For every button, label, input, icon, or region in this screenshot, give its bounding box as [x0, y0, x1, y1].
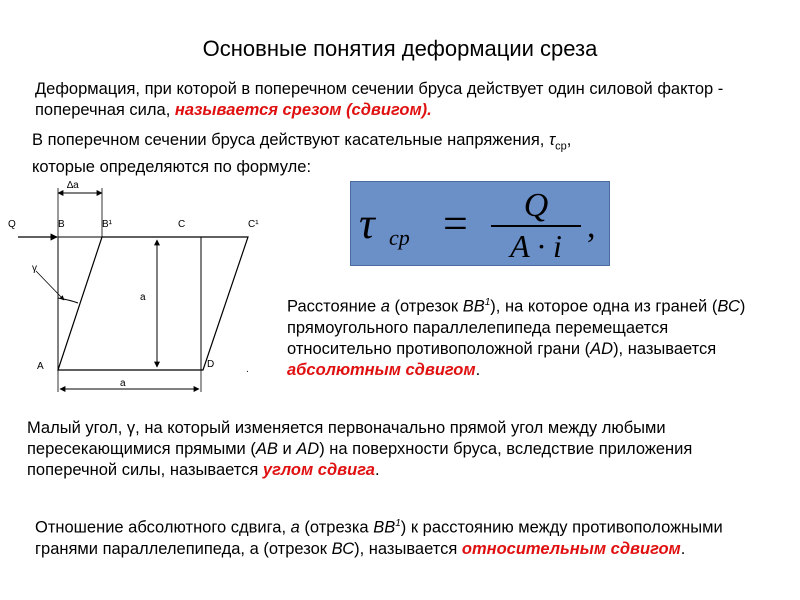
p4-end: .: [374, 461, 380, 479]
p3-end: .: [475, 360, 481, 379]
label-a-point: А: [37, 361, 44, 372]
definition-paragraph: [35, 79, 755, 121]
formula-comma: ,: [587, 208, 596, 245]
stress-paragraph: [32, 130, 752, 178]
p3-text-1: Расстояние: [287, 297, 381, 316]
p3-text-5: ), называется: [613, 339, 717, 358]
formula-tau-subscript: ср: [389, 225, 410, 250]
tau-symbol: τ: [548, 131, 556, 149]
p3-text-4: ) прямоугольного параллелепипеда перемещается относительно противоположной грани (: [287, 297, 746, 358]
p4-ad: AD: [296, 440, 320, 458]
label-a-horizontal: а: [120, 378, 126, 389]
p5-text-1: Отношение абсолютного сдвига,: [35, 518, 291, 537]
label-b1: В¹: [102, 219, 112, 230]
relative-shear-paragraph: [35, 513, 775, 560]
absolute-shear-term: абсолютным сдвигом: [287, 360, 476, 379]
label-dot: .: [246, 364, 249, 375]
p3-ad: AD: [590, 339, 614, 358]
stress-text: В поперечном сечении бруса действуют касательные напряжения,: [32, 131, 549, 149]
label-c: С: [178, 219, 186, 230]
p3-bb: ВВ: [462, 297, 485, 316]
gamma-pointer: [36, 271, 64, 300]
formula-box: [350, 181, 610, 266]
p4-text-2: , на который изменяется первоначально прямой угол между любыми пересекающимися прямыми (: [27, 419, 666, 458]
label-q: Q: [8, 219, 16, 230]
p5-a: а: [290, 518, 300, 537]
label-c1: С¹: [248, 219, 259, 230]
definition-text: Деформация, при которой в поперечном сечении бруса действует один силовой фактор - поперечная сила,: [35, 80, 724, 119]
p3-sup: 1: [484, 297, 491, 308]
stress-tail: ,: [566, 131, 572, 149]
p3-a: а: [380, 297, 390, 316]
gamma-arc: [58, 298, 78, 303]
shear-angle-paragraph: [27, 418, 767, 481]
label-d-point: D: [207, 359, 215, 370]
tau-subscript: ср: [555, 140, 567, 153]
shear-angle-term: углом сдвига: [262, 461, 375, 479]
p5-text-3: ) к расстоянию между противоположными гранями параллелепипеда, а (отрезок: [35, 518, 723, 558]
p5-end: .: [680, 539, 686, 558]
p4-text-3: ) на поверхности бруса, вследствие приложения поперечной силы, называется: [27, 440, 693, 479]
relative-shear-term: относительным сдвигом: [461, 539, 681, 558]
label-a-vertical: а: [140, 292, 146, 303]
slide-title: Основные понятия деформации среза: [202, 36, 598, 61]
p5-text-4: ), называется: [354, 539, 462, 558]
sheared-parallelogram: [58, 237, 248, 370]
shear-term: называется срезом (сдвигом).: [174, 101, 432, 119]
label-b: В: [58, 219, 65, 230]
formula-denominator: A · i: [510, 228, 562, 264]
shear-diagram: [0, 175, 280, 400]
stress-line2: которые определяются по формуле:: [32, 158, 312, 177]
formula-equals: =: [443, 199, 468, 248]
label-gamma: γ: [32, 263, 37, 274]
p5-bc: ВС: [331, 539, 355, 558]
absolute-shear-paragraph: [287, 292, 757, 381]
p3-text-3: ), на которое одна из граней (: [490, 297, 718, 316]
p5-bb: ВВ: [373, 518, 396, 537]
label-delta-a: ∆а: [67, 180, 79, 191]
p5-text-2: (отрезка: [299, 518, 374, 537]
gamma-symbol: γ: [126, 419, 136, 437]
p3-text-2: (отрезок: [389, 297, 463, 316]
p3-bc: ВС: [717, 297, 740, 316]
p4-and: и: [277, 440, 297, 458]
formula-tau: τ: [359, 199, 375, 248]
p5-sup: 1: [395, 518, 401, 529]
formula-numerator: Q: [523, 187, 549, 224]
p4-ab: АВ: [255, 440, 278, 458]
p4-text-1: Малый угол,: [27, 419, 127, 437]
